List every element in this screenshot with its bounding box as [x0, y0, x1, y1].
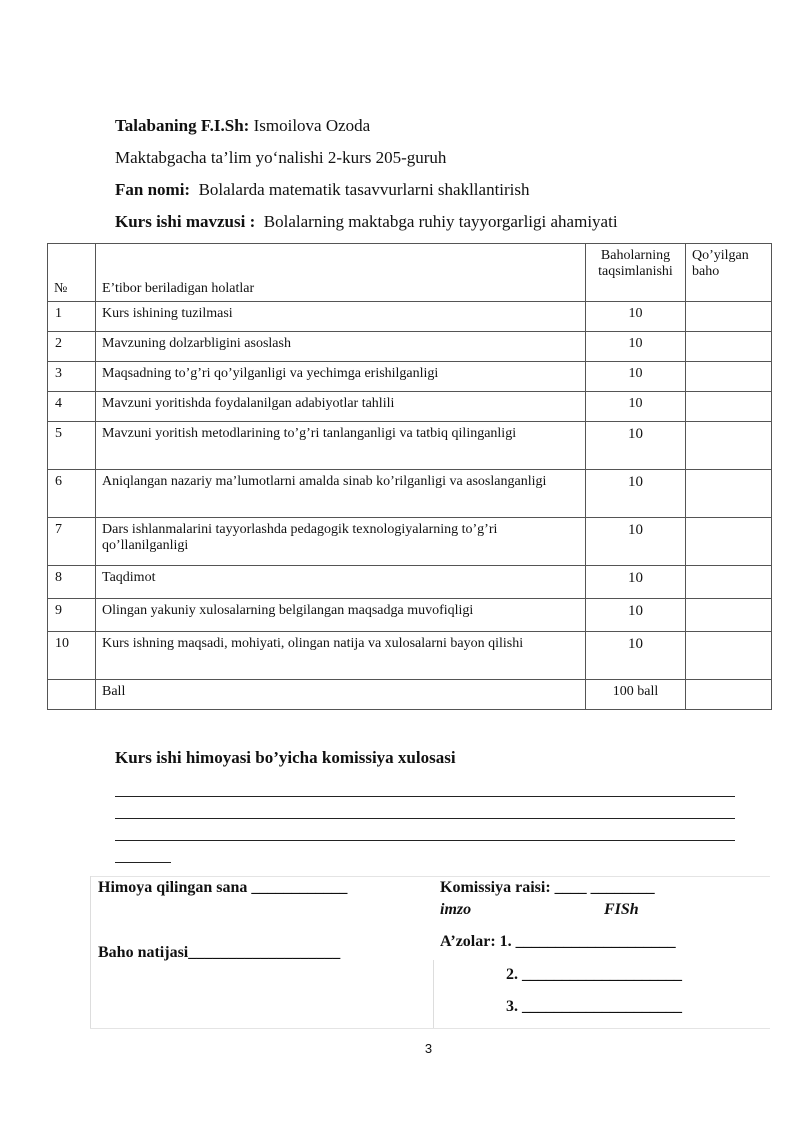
table-row [48, 599, 772, 632]
result-field[interactable]: Baho natijasi___________________ [98, 944, 341, 961]
members-field-2[interactable]: 2. ____________________ [506, 966, 682, 983]
defense-date-field[interactable]: Himoya qilingan sana ____________ [98, 879, 348, 896]
table-row [48, 566, 772, 599]
row-number: 2 [48, 332, 96, 362]
table-row [48, 632, 772, 680]
row-criteria: Olingan yakuniy xulosalarning belgilangan maqsadga muvofiqligi [96, 599, 586, 632]
signature-frame-top [90, 876, 770, 877]
row-number: 8 [48, 566, 96, 599]
table-row [48, 470, 772, 518]
row-number: 3 [48, 362, 96, 392]
signature-caption [440, 901, 471, 919]
table-header-row [48, 244, 772, 302]
row-points: 10 [586, 332, 686, 362]
row-number: 1 [48, 302, 96, 332]
row-number: 9 [48, 599, 96, 632]
row-number: 5 [48, 422, 96, 470]
signature-frame-divider [433, 960, 434, 1028]
row-number: 6 [48, 470, 96, 518]
row-criteria: Mavzuni yoritish metodlarining to’g’ri tanlanganligi va tatbiq qilinganligi [96, 422, 586, 470]
subject-label: Fan nomi: [115, 180, 191, 199]
row-criteria: Dars ishlanmalarini tayyorlashda pedagogik texnologiyalarning to’g’ri qo’llanilganligi [96, 518, 586, 566]
row-grade-cell[interactable] [686, 422, 772, 470]
row-points: 10 [586, 362, 686, 392]
row-criteria: Kurs ishining tuzilmasi [96, 302, 586, 332]
header-grade: Qo’yilgan baho [686, 244, 772, 302]
row-criteria: Kurs ishning maqsadi, mohiyati, olingan natija va xulosalarni bayon qilishi [96, 632, 586, 680]
student-name: Ismoilova Ozoda [253, 116, 371, 135]
row-grade-cell[interactable] [686, 362, 772, 392]
total-grade-cell[interactable] [686, 680, 772, 710]
row-points: 10 [586, 302, 686, 332]
fish-caption-text: FISh [604, 901, 639, 918]
row-grade-cell[interactable] [686, 332, 772, 362]
row-points: 10 [586, 518, 686, 566]
row-grade-cell[interactable] [686, 392, 772, 422]
topic-value: Bolalarning maktabga ruhiy tayyorgarligi ahamiyati [263, 212, 618, 231]
row-points: 10 [586, 632, 686, 680]
table-row [48, 518, 772, 566]
row-criteria: Mavzuning dolzarbligini asoslash [96, 332, 586, 362]
commission-title: Kurs ishi himoyasi bo’yicha komissiya xulosasi [115, 748, 456, 767]
row-criteria: Aniqlangan nazariy ma’lumotlarni amalda sinab ko’rilganligi va asoslanganligi [96, 470, 586, 518]
student-label: Talabaning F.I.Sh: [115, 116, 250, 135]
grading-table [47, 243, 772, 710]
row-grade-cell[interactable] [686, 566, 772, 599]
table-row [48, 332, 772, 362]
conclusion-line-3[interactable] [115, 840, 735, 841]
members-field-1[interactable]: A’zolar: 1. ____________________ [440, 933, 676, 950]
row-points: 10 [586, 566, 686, 599]
header-points: Baholarning taqsimlanishi [586, 244, 686, 302]
header-criteria: E’tibor beriladigan holatlar [96, 244, 586, 302]
conclusion-line-4[interactable] [115, 862, 171, 863]
commission-chair-field[interactable]: Komissiya raisi: ____ ________ [440, 879, 655, 896]
topic-label: Kurs ishi mavzusi : [115, 212, 256, 231]
row-number: 10 [48, 632, 96, 680]
header-number: № [48, 244, 96, 302]
conclusion-line-1[interactable] [115, 796, 735, 797]
row-criteria: Mavzuni yoritishda foydalanilgan adabiyotlar tahlili [96, 392, 586, 422]
subject-line [115, 180, 530, 200]
fish-caption [604, 901, 639, 919]
row-points: 10 [586, 599, 686, 632]
table-row [48, 422, 772, 470]
total-points: 100 ball [586, 680, 686, 710]
direction-line: Maktabgacha ta’lim yo‘nalishi 2-kurs 205-guruh [115, 148, 447, 167]
table-row [48, 362, 772, 392]
student-line [115, 116, 370, 136]
row-points: 10 [586, 470, 686, 518]
row-number: 4 [48, 392, 96, 422]
total-number-cell [48, 680, 96, 710]
page-number: 3 [424, 1041, 433, 1056]
conclusion-line-2[interactable] [115, 818, 735, 819]
table-row [48, 392, 772, 422]
table-row [48, 302, 772, 332]
members-field-3[interactable]: 3. ____________________ [506, 998, 682, 1015]
topic-line [115, 212, 618, 232]
row-grade-cell[interactable] [686, 518, 772, 566]
subject-value: Bolalarda matematik tasavvurlarni shakllantirish [198, 180, 530, 199]
row-criteria: Taqdimot [96, 566, 586, 599]
signature-frame-bottom [90, 1028, 770, 1029]
total-label: Ball [96, 680, 586, 710]
row-number: 7 [48, 518, 96, 566]
row-points: 10 [586, 392, 686, 422]
signature-caption-text: imzo [440, 901, 472, 918]
row-grade-cell[interactable] [686, 632, 772, 680]
row-points: 10 [586, 422, 686, 470]
row-criteria: Maqsadning to’g’ri qo’yilganligi va yechimga erishilganligi [96, 362, 586, 392]
row-grade-cell[interactable] [686, 470, 772, 518]
row-grade-cell[interactable] [686, 302, 772, 332]
table-total-row [48, 680, 772, 710]
signature-frame-left [90, 876, 91, 1028]
row-grade-cell[interactable] [686, 599, 772, 632]
